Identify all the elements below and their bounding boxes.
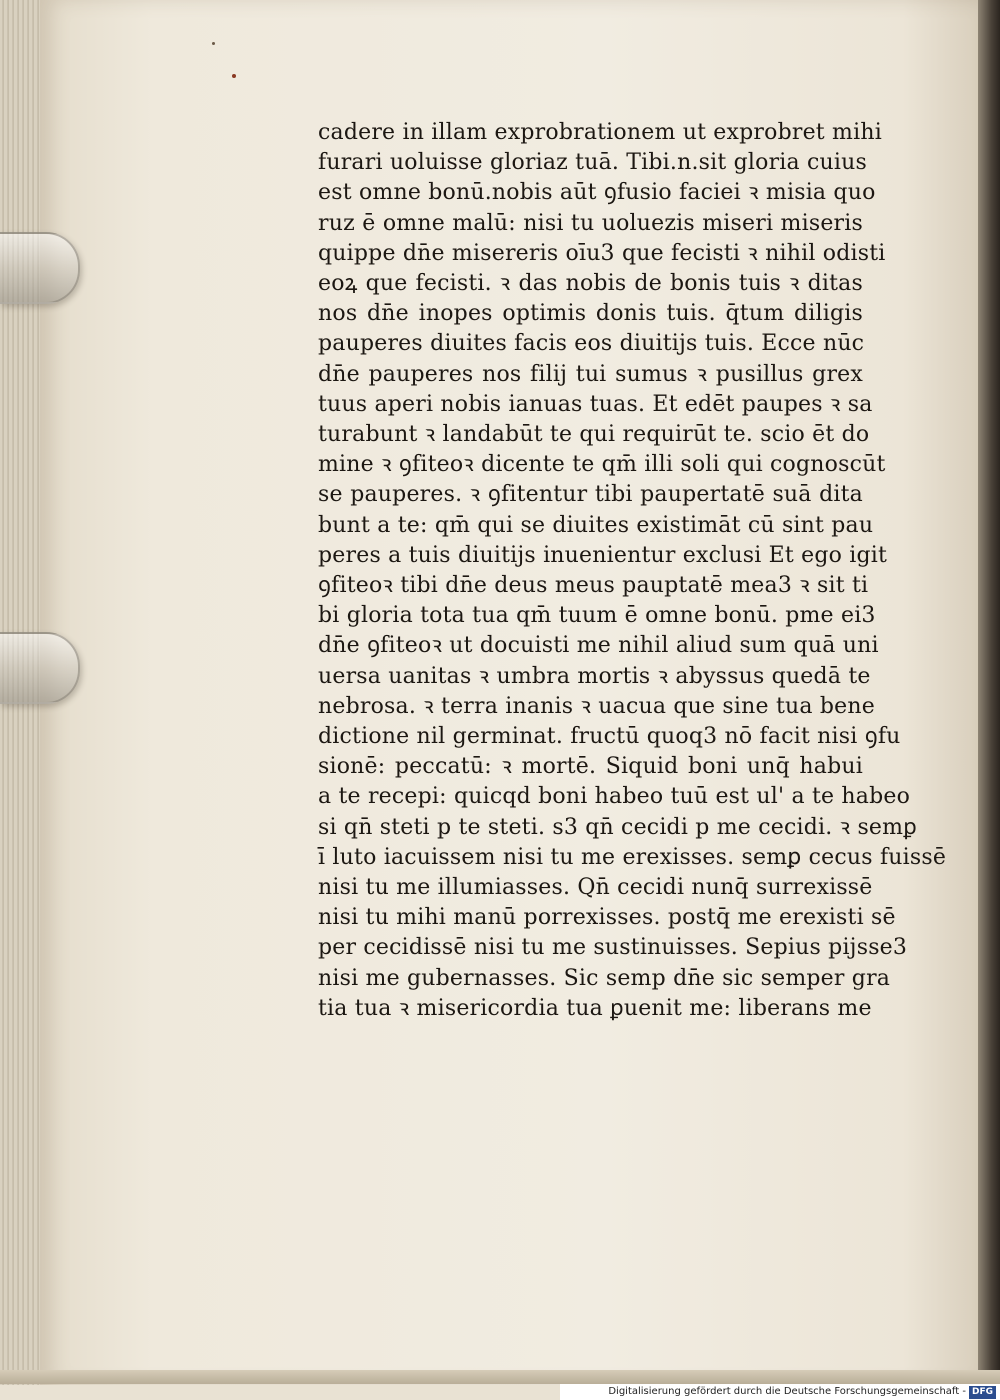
text-line: sionē: peccatū: ꝛ mortē. Siquid boni unq̄ habui — [318, 754, 863, 780]
text-line: a te recepi: quicqd boni habeo tuū est ul' a te habeo — [318, 784, 911, 810]
text-line: nisi tu me illumiasses. Qn̄ cecidi nunq̄ surrexissē — [318, 875, 873, 901]
text-line: se pauperes. ꝛ ꝯfitentur tibi paupertatē suā dita — [318, 482, 863, 508]
page-clip-bottom — [0, 632, 80, 704]
text-line: nos dn̄e inopes optimis donis tuis. q̄tum diligis — [318, 301, 863, 327]
text-line: mine ꝛ ꝯfiteoꝛ dicente te qm̄ illi soli qui cognoscūt — [318, 452, 886, 478]
text-line: quippe dn̄e misereris oīu3 que fecisti ꝛ nihil odisti — [318, 240, 886, 266]
text-line: bi gloria tota tua qm̄ tuum ē omne bonū. pme ei3 — [318, 603, 876, 629]
digitization-credit — [560, 1384, 1000, 1400]
text-line: dn̄e ꝯfiteoꝛ ut docuisti me nihil aliud sum quā uni — [318, 633, 879, 659]
text-line: furari uoluisse gloriaz tuā. Tibi.n.sit gloria cuius — [318, 150, 868, 176]
text-line: turabunt ꝛ landabūt te qui requirūt te. scio ēt do — [318, 422, 870, 448]
text-line: nisi tu mihi manū porrexisses. postq̄ me erexisti sē — [318, 905, 896, 931]
text-line: ꝯfiteoꝛ tibi dn̄e deus meus pauptatē mea3 ꝛ sit ti — [318, 573, 869, 599]
dfg-logo: DFG — [969, 1386, 996, 1399]
text-line: ī luto iacuissem nisi tu me erexisses. semꝑ cecus fuissē — [318, 844, 947, 870]
text-line: eoꝝ que fecisti. ꝛ das nobis de bonis tuis ꝛ ditas — [318, 271, 863, 297]
text-line: est omne bonū.nobis aūt ꝯfusio faciei ꝛ misia quo — [318, 180, 876, 206]
text-line: pauperes diuites facis eos diuitijs tuis. Ecce nūc — [318, 331, 865, 357]
text-line: cadere in illam exprobrationem ut exprobret mihi — [318, 120, 882, 145]
book-cover-edge — [978, 0, 1000, 1385]
text-line: tia tua ꝛ misericordia tua ꝑuenit me: liberans me — [318, 995, 872, 1021]
page-clip-top — [0, 232, 80, 304]
credit-text: Digitalisierung gefördert durch die Deutsche Forschungsgemeinschaft - — [608, 1386, 966, 1397]
text-line: si qn̄ steti p te steti. s3 qn̄ cecidi p me cecidi. ꝛ semꝑ — [318, 814, 917, 840]
text-line: dn̄e pauperes nos filij tui sumus ꝛ pusillus grex — [318, 361, 863, 387]
text-line: nebrosa. ꝛ terra inanis ꝛ uacua que sine tua bene — [318, 693, 875, 719]
text-line: uersa uanitas ꝛ umbra mortis ꝛ abyssus quedā te — [318, 663, 871, 689]
text-line: per cecidissē nisi tu me sustinuisses. Sepius pijsse3 — [318, 935, 908, 961]
text-line: ruz ē omne malū: nisi tu uoluezis miseri miseris — [318, 210, 863, 236]
text-line: dictione nil germinat. fructū quoq3 nō facit nisi ꝯfu — [318, 724, 901, 750]
incunable-text — [318, 118, 947, 1024]
text-line: nisi me gubernasses. Sic semp dn̄e sic semper gra — [318, 965, 891, 991]
text-line: tuus aperi nobis ianuas tuas. Et edēt paupes ꝛ sa — [318, 391, 873, 417]
text-line: bunt a te: qm̄ qui se diuites existimāt cū sint pau — [318, 512, 874, 538]
page-bottom-edge — [0, 1370, 1000, 1384]
ink-speck — [232, 74, 236, 78]
ink-speck — [212, 42, 215, 45]
text-line: peres a tuis diuitijs inuenientur exclusi Et ego igit — [318, 542, 888, 568]
